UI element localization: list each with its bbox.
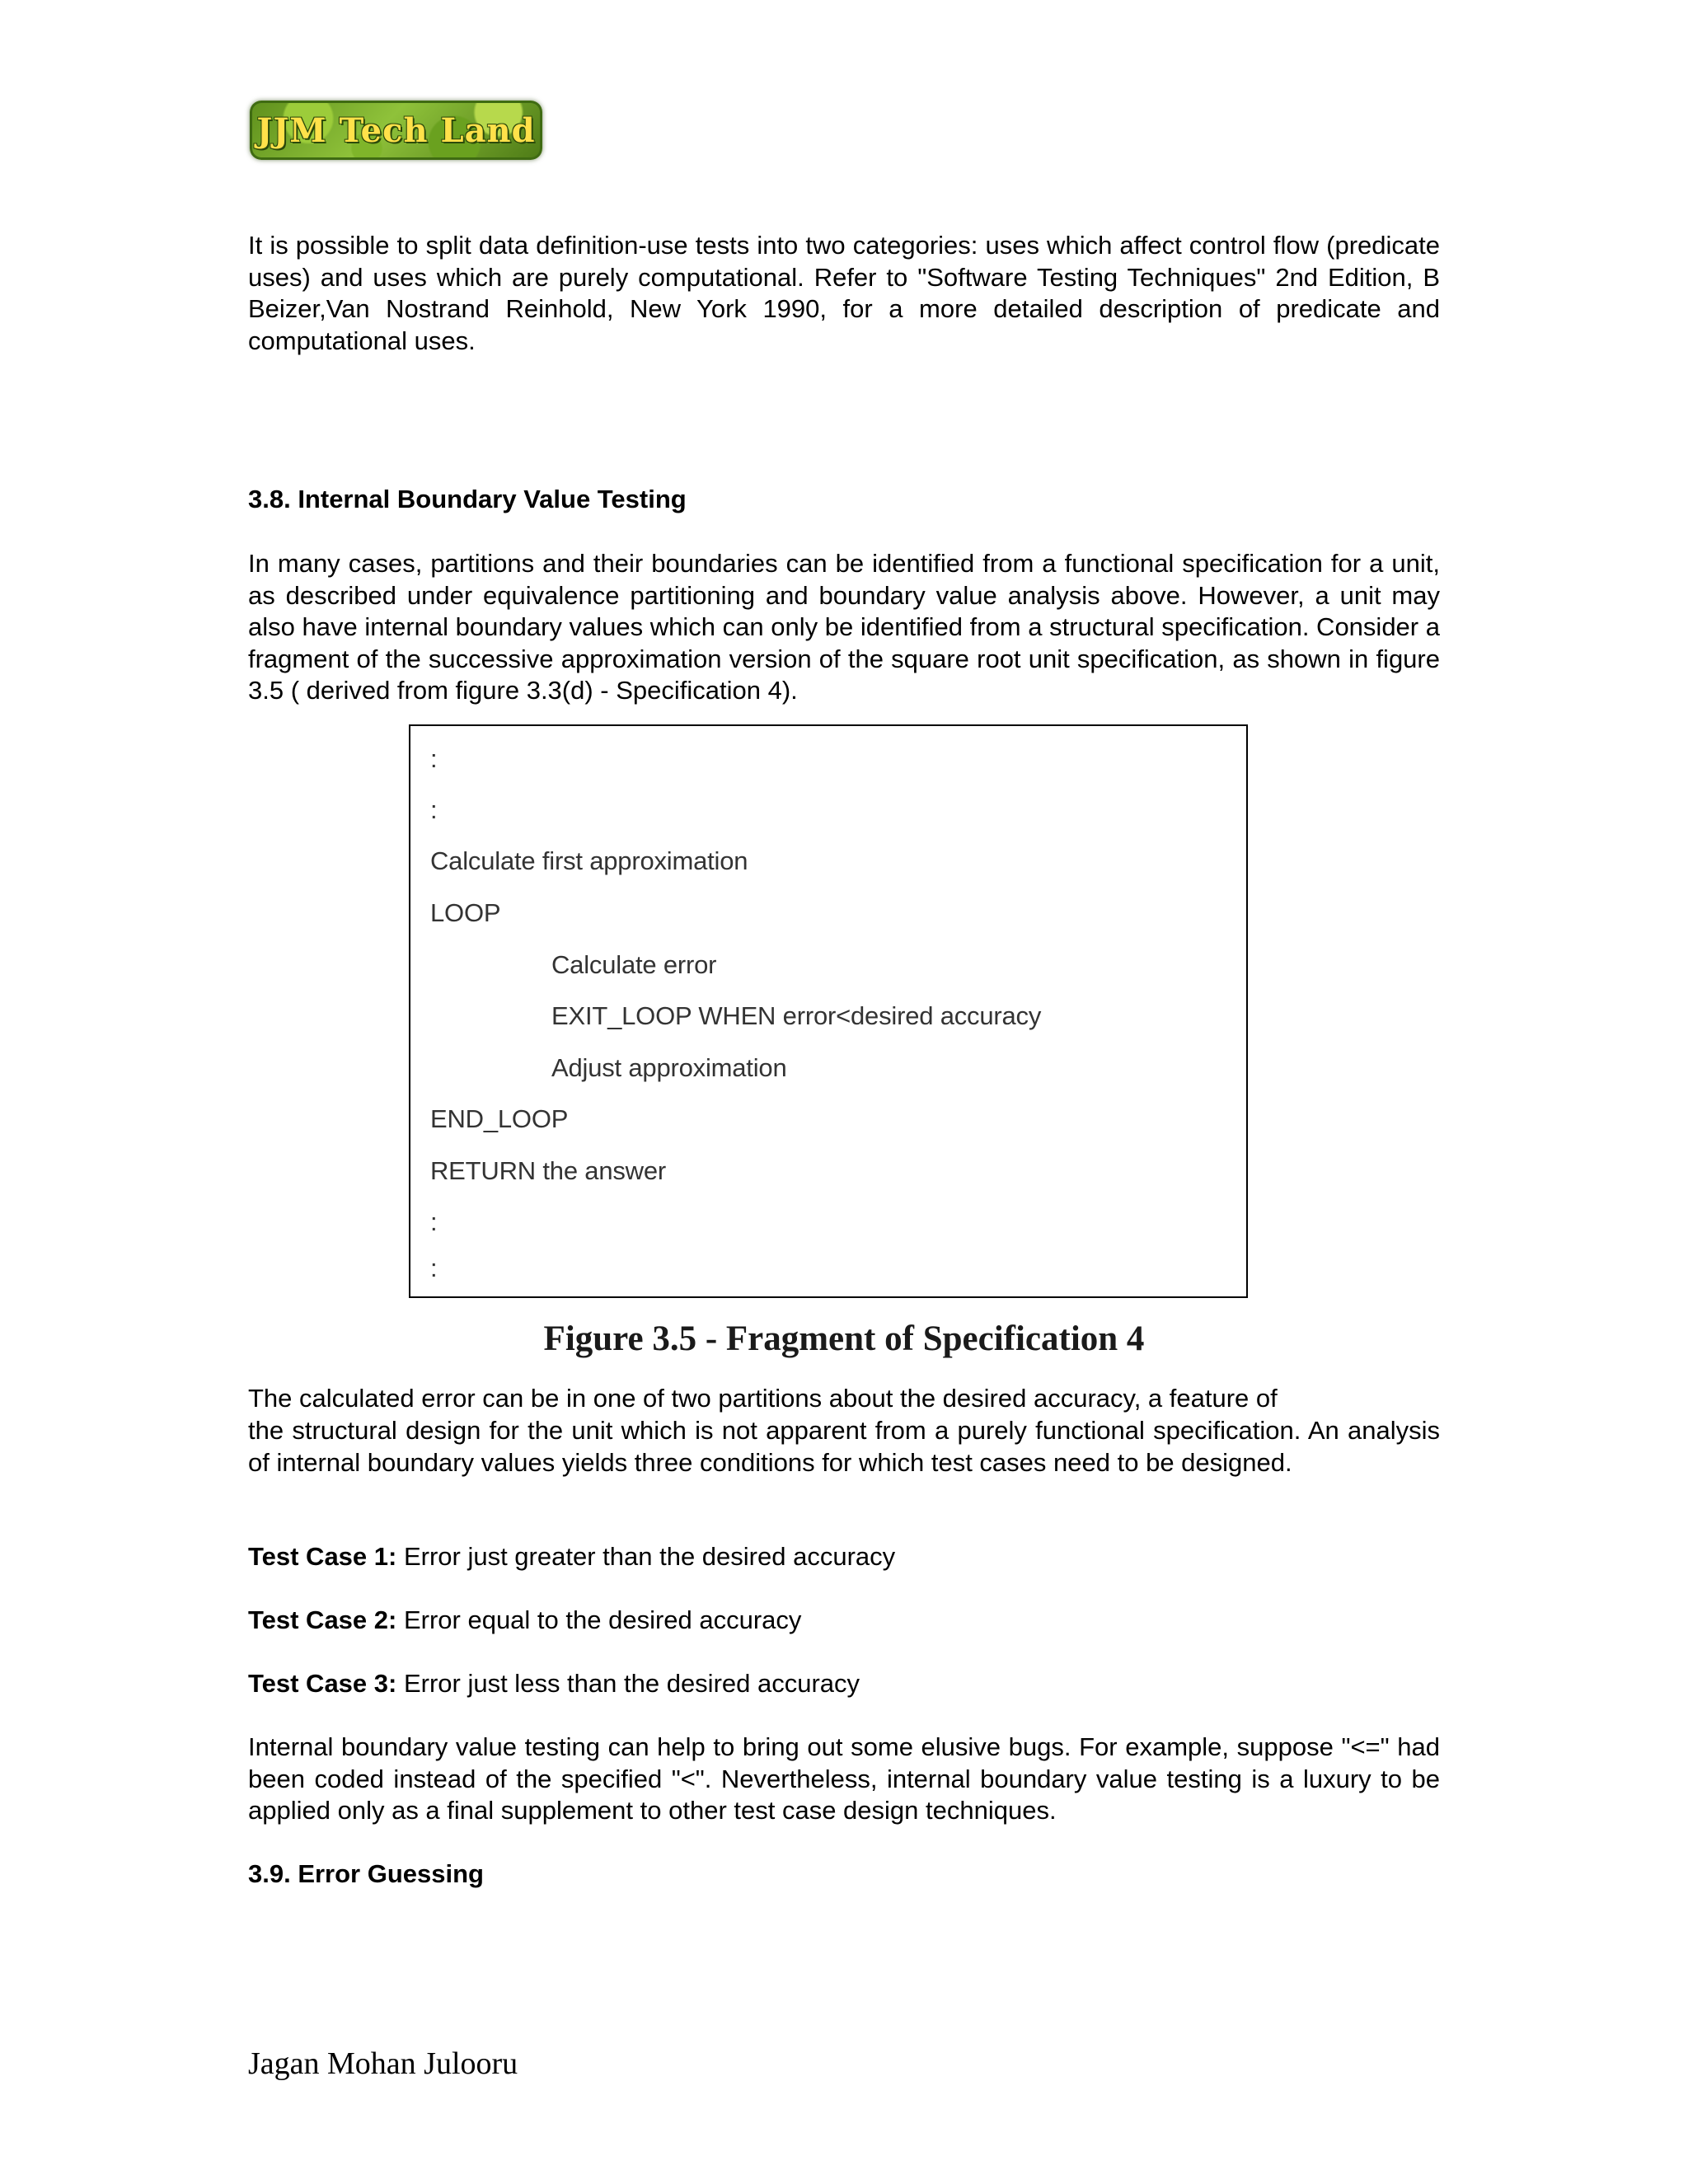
code-line-exit-loop: EXIT_LOOP WHEN error<desired accuracy xyxy=(551,1001,1042,1030)
code-line-end-loop: END_LOOP xyxy=(430,1104,569,1133)
code-line-calculate-error: Calculate error xyxy=(551,950,717,979)
test-case-3 xyxy=(248,1669,860,1699)
code-line-ellipsis-1: : xyxy=(430,744,438,773)
code-line-loop: LOOP xyxy=(430,898,501,927)
code-line-first-approximation: Calculate first approximation xyxy=(430,846,748,875)
after-figure-paragraph: the structural design for the unit which is not apparent from a purely functional specification. An analysis of internal boundary values yields three conditions for which test cases need to be designed. xyxy=(248,1416,1440,1477)
code-line-ellipsis-2: : xyxy=(430,795,438,824)
test-case-3-text: Error just less than the desired accuracy xyxy=(396,1669,860,1698)
logo-text: JJM Tech Land xyxy=(256,110,536,150)
figure-3-5-box xyxy=(409,724,1248,1298)
intro-paragraph: It is possible to split data definition-use tests into two categories: uses which affect control flow (predicate uses) and uses which are purely computational. Refer to "Software Testing Techniques" 2nd Edition, B Beizer,Van Nostrand Reinhold, New York 1990, for a more detailed description of predicate and computational uses. xyxy=(248,231,1440,355)
section-3-8-paragraph: In many cases, partitions and their boundaries can be identified from a functional specification for a unit, as described under equivalence partitioning and boundary value analysis above. However, a unit may also have internal boundary values which can only be identified from a structural specification. Consider a fragment of the successive approximation version of the square root unit specification, as shown in figure 3.5 ( derived from figure 3.3(d) - Specification 4). xyxy=(248,549,1440,705)
section-heading-3-8: 3.8. Internal Boundary Value Testing xyxy=(248,485,687,513)
test-case-2-label: Test Case 2: xyxy=(248,1605,397,1634)
code-line-return: RETURN the answer xyxy=(430,1156,667,1185)
footer-author: Jagan Mohan Julooru xyxy=(248,2046,518,2081)
test-case-1-label: Test Case 1: xyxy=(248,1542,397,1571)
test-case-1 xyxy=(248,1542,895,1572)
logo xyxy=(250,101,542,160)
test-case-2 xyxy=(248,1605,801,1635)
test-case-3-label: Test Case 3: xyxy=(248,1669,397,1698)
code-line-ellipsis-4: : xyxy=(430,1254,438,1282)
code-line-adjust-approximation: Adjust approximation xyxy=(551,1053,787,1082)
after-figure-line-1: The calculated error can be in one of two partitions about the desired accuracy, a feature of xyxy=(248,1384,1278,1413)
section-heading-3-9: 3.9. Error Guessing xyxy=(248,1859,484,1888)
code-line-ellipsis-3: : xyxy=(430,1207,438,1236)
closing-paragraph: Internal boundary value testing can help to bring out some elusive bugs. For example, suppose "<=" had been coded instead of the specified "<". Nevertheless, internal boundary value testing is a luxury to be applied only as a final supplement to other test case design techniques. xyxy=(248,1732,1440,1825)
test-case-1-text: Error just greater than the desired accuracy xyxy=(396,1542,896,1571)
figure-caption: Figure 3.5 - Fragment of Specification 4 xyxy=(543,1319,1145,1358)
test-case-2-text: Error equal to the desired accuracy xyxy=(396,1605,802,1634)
